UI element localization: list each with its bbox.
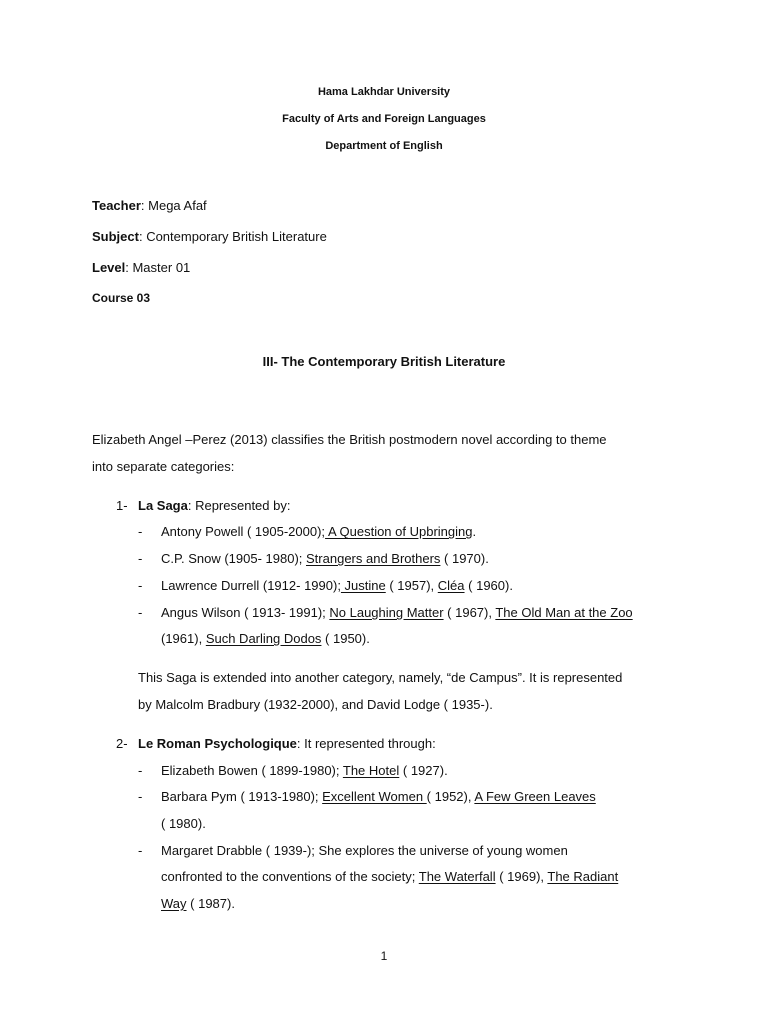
bullet-text: Barbara Pym ( 1913-1980); (161, 789, 323, 804)
list-item-1-rest: : Represented by: (187, 498, 291, 513)
book-title: Justine (340, 578, 386, 593)
bullet-text: ( 1969), (495, 869, 548, 884)
teacher-label: Teacher (92, 198, 141, 213)
list-item (161, 763, 448, 778)
subject-line (92, 229, 327, 244)
saga-note-line-2: by Malcolm Bradbury (1932-2000), and David Lodge ( 1935-). (138, 697, 493, 712)
bullet-text: Antony Powell ( 1905-2000); (161, 524, 326, 539)
list-item-2-rest: : It represented through: (296, 736, 436, 751)
book-title: The Waterfall (418, 869, 496, 884)
list-item-1-heading (138, 498, 290, 513)
bullet-text: (1961), (161, 631, 206, 646)
university-name: Hama Lakhdar University (317, 86, 451, 98)
bullet-text: Lawrence Durrell (1912- 1990); (161, 578, 341, 593)
book-title: The Hotel (342, 763, 400, 778)
list-item: Margaret Drabble ( 1939-); She explores the universe of young women (161, 843, 568, 858)
bullet-dash: - (138, 551, 143, 566)
list-item (161, 605, 633, 620)
course-label: Course 03 (92, 291, 151, 305)
bullet-text: ( 1952), (426, 789, 475, 804)
book-title: Excellent Women (322, 789, 427, 804)
list-item-continued (161, 631, 370, 646)
list-item-1-label: La Saga (138, 498, 188, 513)
bullet-text: ( 1967), (443, 605, 496, 620)
bullet-dash: - (138, 578, 143, 593)
list-item-1-number: 1- (116, 498, 128, 513)
list-item (161, 578, 513, 593)
bullet-text: confronted to the conventions of the society; (161, 869, 419, 884)
book-title: Such Darling Dodos (205, 631, 322, 646)
bullet-text: . (472, 524, 477, 539)
bullet-text: ( 1957), (385, 578, 438, 593)
saga-note-line-1: This Saga is extended into another category, namely, “de Campus”. It is represented (138, 670, 623, 685)
bullet-text: C.P. Snow (1905- 1980); (161, 551, 307, 566)
level-label: Level (92, 260, 126, 275)
list-item-continued: ( 1980). (161, 816, 206, 831)
bullet-text: ( 1960). (464, 578, 513, 593)
list-item-2-label: Le Roman Psychologique (138, 736, 297, 751)
book-title: The Radiant (547, 869, 619, 884)
bullet-text: Elizabeth Bowen ( 1899-1980); (161, 763, 343, 778)
intro-line-2: into separate categories: (92, 459, 235, 474)
bullet-text: Angus Wilson ( 1913- 1991); (161, 605, 330, 620)
list-item (161, 524, 476, 539)
book-title: No Laughing Matter (329, 605, 444, 620)
list-item-2-heading (138, 736, 436, 751)
book-title: Cléa (437, 578, 465, 593)
teacher-line (92, 198, 207, 213)
list-item-continued (161, 869, 618, 884)
book-title: A Few Green Leaves (474, 789, 596, 804)
list-item-2-number: 2- (116, 736, 128, 751)
list-item-continued (161, 896, 235, 911)
book-title: Strangers and Brothers (306, 551, 441, 566)
bullet-dash: - (138, 763, 143, 778)
bullet-dash: - (138, 843, 143, 858)
level-line (92, 260, 190, 275)
bullet-text: ( 1927). (399, 763, 448, 778)
bullet-dash: - (138, 789, 143, 804)
level-value: : Master 01 (125, 260, 191, 275)
book-title: Way (161, 896, 187, 911)
list-item (161, 789, 596, 804)
intro-line-1: Elizabeth Angel –Perez (2013) classifies the British postmodern novel according to theme (92, 432, 607, 447)
subject-label: Subject (92, 229, 139, 244)
department-name: Department of English (325, 140, 443, 152)
book-title: A Question of Upbringing (325, 524, 473, 539)
bullet-text: ( 1970). (440, 551, 489, 566)
book-title: The Old Man at the Zoo (495, 605, 633, 620)
section-title: III- The Contemporary British Literature (262, 354, 506, 369)
bullet-dash: - (138, 605, 143, 620)
faculty-name: Faculty of Arts and Foreign Languages (282, 113, 486, 125)
bullet-text: ( 1950). (321, 631, 370, 646)
list-item (161, 551, 489, 566)
bullet-dash: - (138, 524, 143, 539)
subject-value: : Contemporary British Literature (138, 229, 327, 244)
teacher-value: : Mega Afaf (140, 198, 207, 213)
page-number: 1 (380, 949, 388, 963)
bullet-text: ( 1987). (186, 896, 235, 911)
